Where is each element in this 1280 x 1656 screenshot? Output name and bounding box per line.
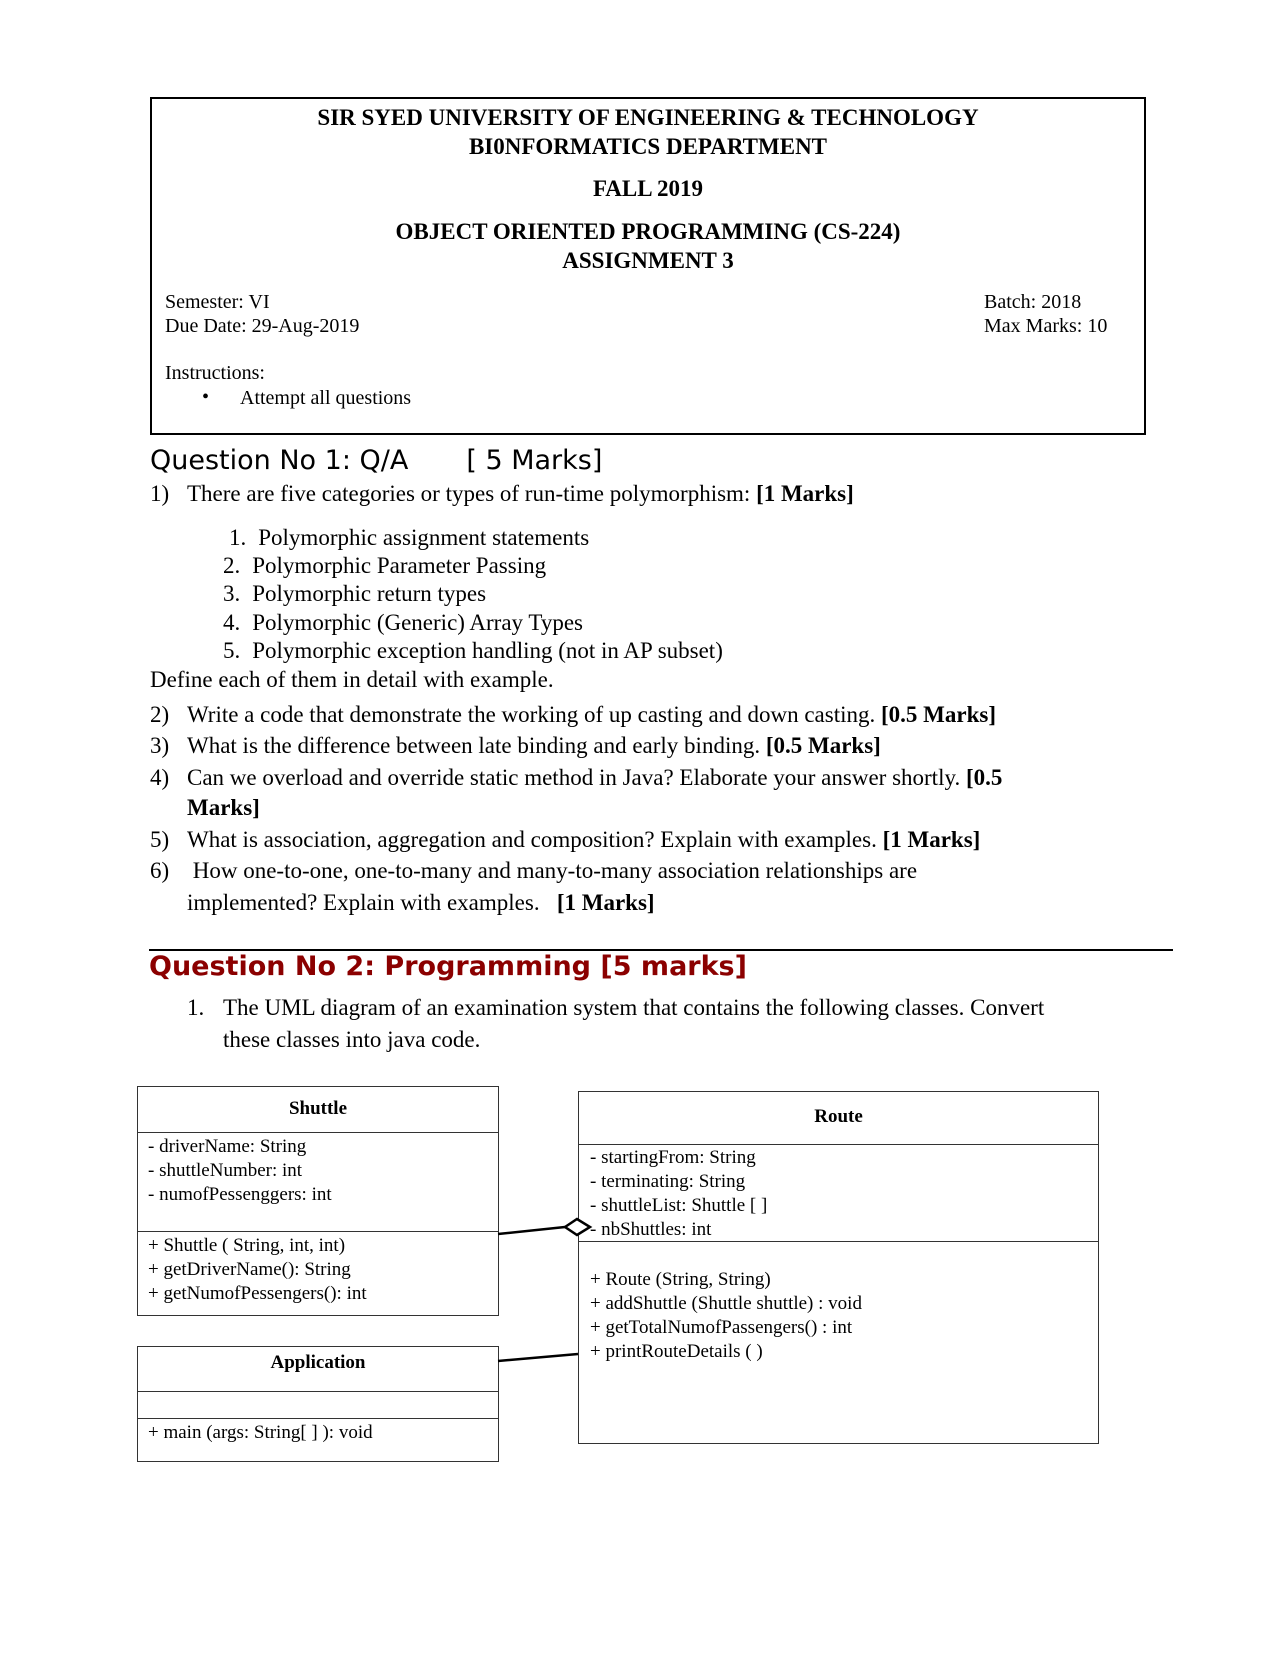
item-marks: [1 Marks] xyxy=(756,481,854,506)
method: + Shuttle ( String, int, int) xyxy=(148,1235,346,1256)
item-marks: [0.5 Marks] xyxy=(765,733,881,758)
class-name: Route xyxy=(814,1106,863,1127)
item-text: What is the difference between late binding and early binding. xyxy=(187,733,766,758)
item-num: 1) xyxy=(150,481,170,506)
item-num: 5) xyxy=(150,827,170,852)
class-name: Shuttle xyxy=(288,1098,348,1119)
item-num: 3) xyxy=(150,733,170,758)
define-instruction: Define each of them in detail with example. xyxy=(150,667,554,692)
max-marks: Max Marks: 10 xyxy=(984,315,1108,337)
course-title: OBJECT ORIENTED PROGRAMMING (CS-224) xyxy=(395,219,901,244)
list-text: Polymorphic exception handling (not in AP subset) xyxy=(252,638,723,663)
q1-marks: [ 5 Marks] xyxy=(466,445,603,476)
method: + getTotalNumofPassengers() : int xyxy=(590,1317,853,1338)
bullet-icon: • xyxy=(202,386,210,408)
aggregation-diamond-icon xyxy=(565,1219,590,1235)
batch: Batch: 2018 xyxy=(984,291,1082,313)
q1-heading-text: Question No 1: Q/A xyxy=(150,445,409,476)
item-marks: [0.5 Marks] xyxy=(881,702,996,727)
q2-item-text-cont: these classes into java code. xyxy=(223,1027,481,1052)
method: + getDriverName(): String xyxy=(148,1259,351,1280)
item-marks: [1 Marks] xyxy=(882,827,981,852)
attribute: - shuttleNumber: int xyxy=(148,1160,303,1181)
method: + addShuttle (Shuttle shuttle) : void xyxy=(590,1293,862,1314)
instructions-label: Instructions: xyxy=(165,362,265,384)
attribute: - startingFrom: String xyxy=(590,1147,756,1168)
due-date: Due Date: 29-Aug-2019 xyxy=(165,315,360,337)
item-text: What is association, aggregation and composition? Explain with examples. xyxy=(187,827,883,852)
class-name: Application xyxy=(270,1352,366,1373)
method: + Route (String, String) xyxy=(590,1269,771,1290)
attribute: - numofPessenggers: int xyxy=(148,1184,332,1205)
item-num: 4) xyxy=(150,765,170,790)
attribute: - driverName: String xyxy=(148,1136,307,1157)
list-num: 2. xyxy=(223,553,241,578)
list-num: 5. xyxy=(223,638,241,663)
q2-item-text: The UML diagram of an examination system that contains the following classes. Convert xyxy=(223,995,1045,1020)
q2-item-num: 1. xyxy=(187,995,205,1020)
item-marks: [1 Marks] xyxy=(556,890,655,915)
assignment-title: ASSIGNMENT 3 xyxy=(562,248,734,273)
list-num: 1. xyxy=(229,525,247,550)
item-marks: [0.5 xyxy=(965,765,1003,790)
item-text: Can we overload and override static method in Java? Elaborate your answer shortly. xyxy=(187,765,966,790)
attribute: - terminating: String xyxy=(590,1171,746,1192)
method: + getNumofPessengers(): int xyxy=(148,1283,367,1304)
list-num: 4. xyxy=(223,610,241,635)
method: + main (args: String[ ] ): void xyxy=(148,1422,373,1443)
attribute: - nbShuttles: int xyxy=(590,1219,712,1240)
instruction-item: Attempt all questions xyxy=(240,387,412,409)
attribute: - shuttleList: Shuttle [ ] xyxy=(590,1195,768,1216)
list-text: Polymorphic return types xyxy=(252,581,487,606)
semester: Semester: VI xyxy=(165,291,270,313)
item-num: 2) xyxy=(150,702,170,727)
department-name: BI0NFORMATICS DEPARTMENT xyxy=(468,134,828,159)
item-text: There are five categories or types of run-time polymorphism: xyxy=(187,481,757,506)
item-text: How one-to-one, one-to-many and many-to-many association relationships are xyxy=(187,858,918,883)
list-text: Polymorphic Parameter Passing xyxy=(252,553,547,578)
item-num: 6) xyxy=(150,858,170,883)
item-text: implemented? Explain with examples. xyxy=(187,890,557,915)
list-text: Polymorphic assignment statements xyxy=(258,525,590,550)
q2-heading: Question No 2: Programming [5 marks] xyxy=(149,951,747,982)
item-marks-cont: Marks] xyxy=(187,795,260,820)
item-text: Write a code that demonstrate the working of up casting and down casting. xyxy=(187,702,881,727)
aggregation-line xyxy=(498,1227,565,1234)
university-name: SIR SYED UNIVERSITY OF ENGINEERING & TECHNOLOGY xyxy=(317,105,979,130)
term: FALL 2019 xyxy=(592,176,704,201)
association-line xyxy=(498,1354,578,1361)
method: + printRouteDetails ( ) xyxy=(590,1341,763,1362)
list-text: Polymorphic (Generic) Array Types xyxy=(252,610,583,635)
list-num: 3. xyxy=(223,581,241,606)
